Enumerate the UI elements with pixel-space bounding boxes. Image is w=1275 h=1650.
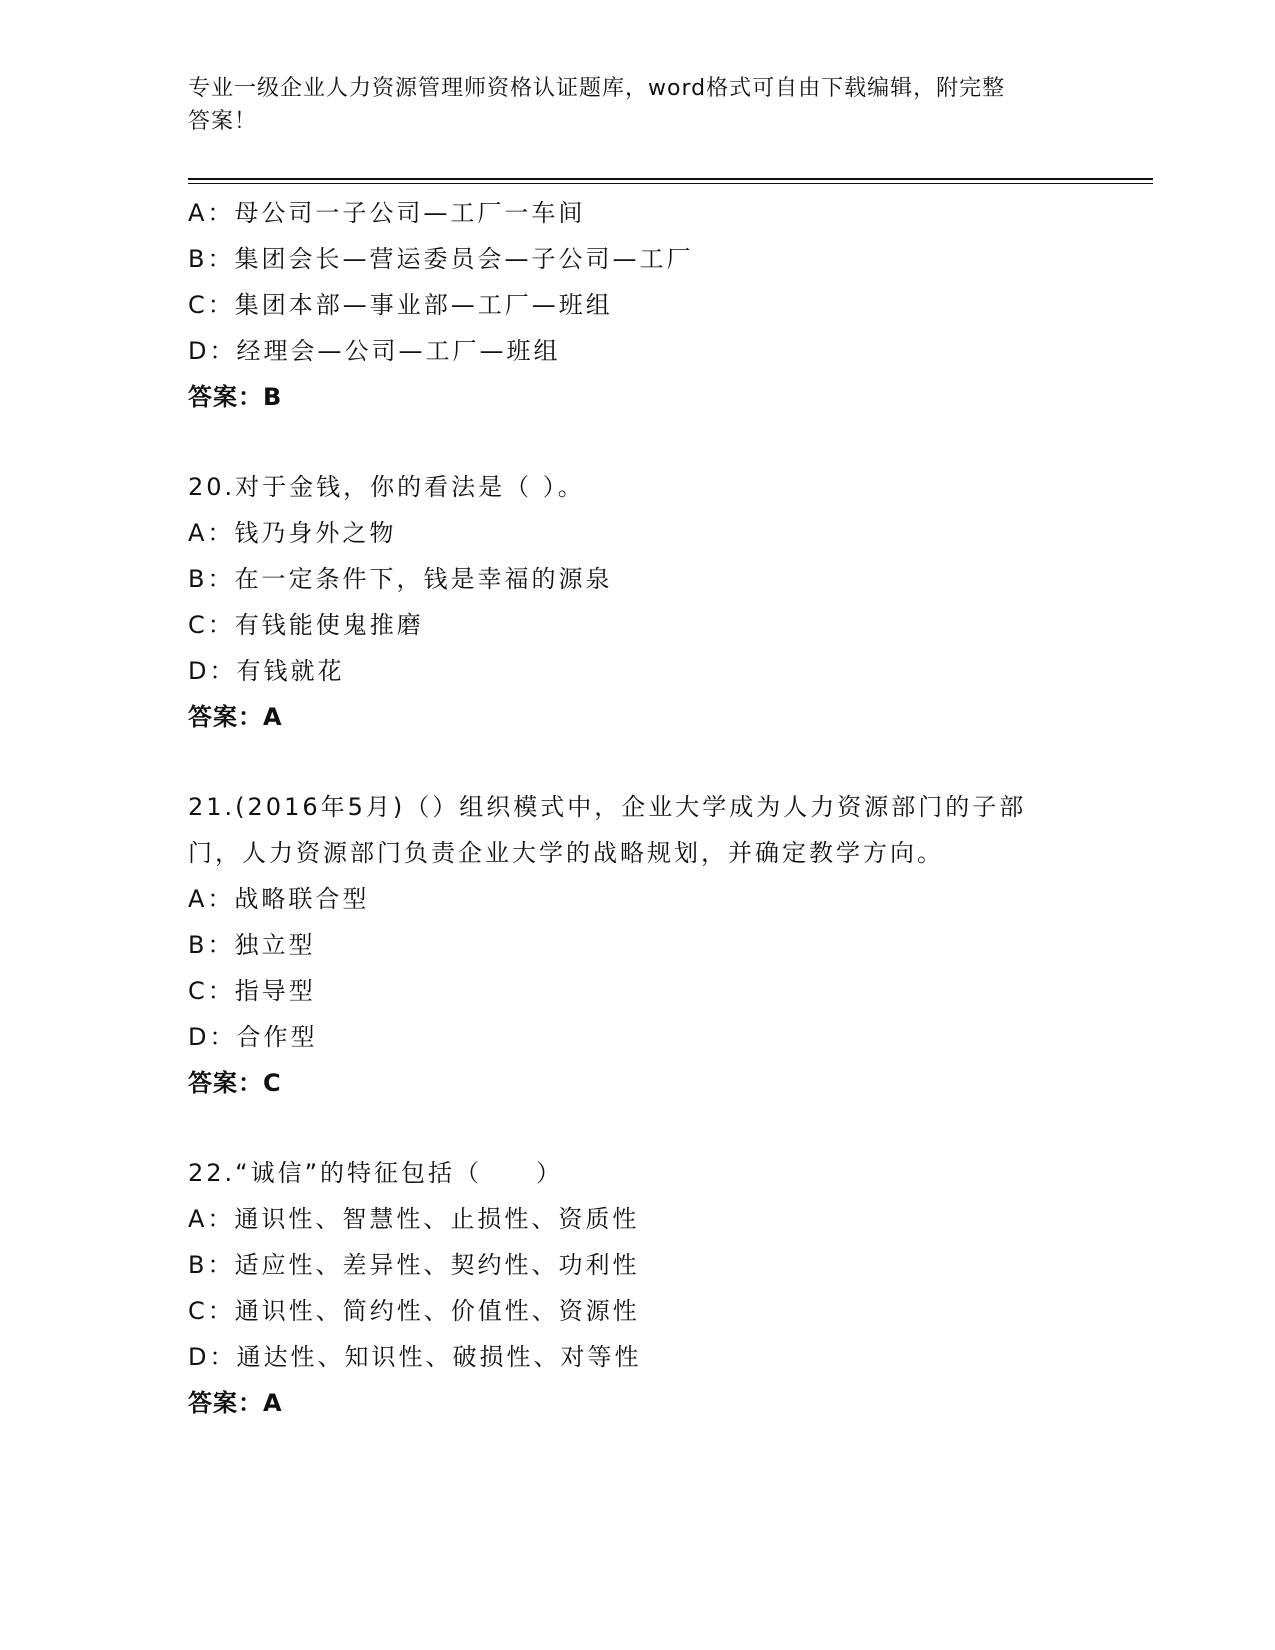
option-c: C：指导型	[188, 977, 316, 1005]
option-a: A：通识性、智慧性、止损性、资质性	[188, 1205, 640, 1233]
option-c: C：通识性、简约性、价值性、资源性	[188, 1297, 640, 1325]
header-divider-thick	[188, 178, 1153, 180]
header-line-2: 答案！	[188, 109, 258, 134]
option-a: A：钱乃身外之物	[188, 519, 397, 547]
answer: 答案：A	[188, 1389, 283, 1417]
question-content	[188, 190, 1088, 1426]
option-a: A：战略联合型	[188, 885, 370, 913]
option-d: D：有钱就花	[188, 657, 345, 685]
option-d: D：合作型	[188, 1023, 318, 1051]
document-header	[188, 72, 1068, 138]
option-c: C：有钱能使鬼推磨	[188, 611, 424, 639]
answer: 答案：A	[188, 703, 283, 731]
option-d: D：经理会—公司—工厂—班组	[188, 337, 561, 365]
question-22	[188, 1150, 1088, 1426]
question-19	[188, 190, 1088, 420]
question-20	[188, 464, 1088, 740]
option-b: B：在一定条件下，钱是幸福的源泉	[188, 565, 613, 593]
option-b: B：集团会长—营运委员会—子公司—工厂	[188, 245, 694, 273]
question-text-line-1: 21.(2016年5月)（）组织模式中，企业大学成为人力资源部门的子部	[188, 793, 1027, 821]
header-line-1: 专业一级企业人力资源管理师资格认证题库，word格式可自由下载编辑，附完整	[188, 76, 1006, 101]
option-b: B：独立型	[188, 931, 316, 959]
option-a: A：母公司一子公司—工厂一车间	[188, 199, 586, 227]
question-text: 22.“诚信”的特征包括（ ）	[188, 1159, 564, 1187]
answer: 答案：B	[188, 383, 283, 411]
option-c: C：集团本部—事业部—工厂—班组	[188, 291, 613, 319]
answer: 答案：C	[188, 1069, 282, 1097]
header-divider-thin	[188, 183, 1153, 184]
question-text-line-2: 门，人力资源部门负责企业大学的战略规划，并确定教学方向。	[188, 839, 944, 867]
question-text: 20.对于金钱，你的看法是（ ）。	[188, 473, 585, 501]
option-d: D：通达性、知识性、破损性、对等性	[188, 1343, 642, 1371]
option-b: B：适应性、差异性、契约性、功利性	[188, 1251, 640, 1279]
question-21	[188, 784, 1088, 1106]
